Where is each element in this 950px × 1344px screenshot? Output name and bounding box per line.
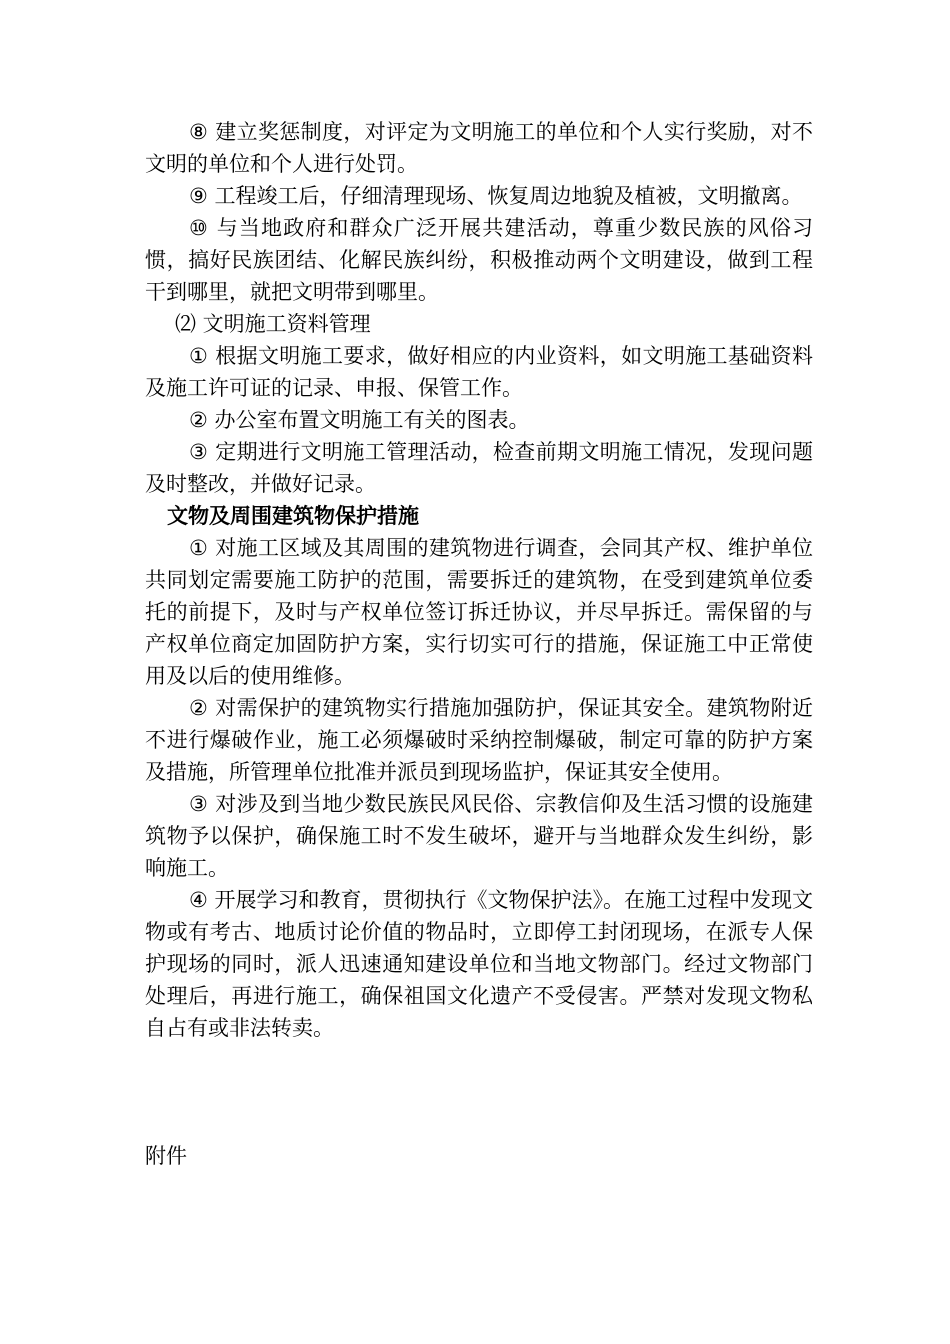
paragraph-protection-4: ④ 开展学习和教育，贯彻执行《文物保护法》。在施工过程中发现文物或有考古、地质讨论价值的物品时，立即停工封闭现场，在派专人保护现场的同时，派人迅速通知建设单位和当地文物部门。经过文物部门处理后，再进行施工，确保祖国文化遗产不受侵害。严禁对发现文物私自占有或非法转卖。 xyxy=(145,888,813,1040)
paragraph-records-3: ③ 定期进行文明施工管理活动，检查前期文明施工情况，发现问题及时整改，并做好记录。 xyxy=(145,440,813,496)
paragraph-item-9: ⑨ 工程竣工后，仔细清理现场、恢复周边地貌及植被，文明撤离。 xyxy=(189,184,803,208)
paragraph-records-1: ① 根据文明施工要求，做好相应的内业资料，如文明施工基础资料及施工许可证的记录、申报、保管工作。 xyxy=(145,344,813,400)
paragraph-item-10: ⑩ 与当地政府和群众广泛开展共建活动，尊重少数民族的风俗习惯，搞好民族团结、化解民族纠纷，积极推动两个文明建设，做到工程干到哪里，就把文明带到哪里。 xyxy=(145,216,813,304)
appendix-label: 附件 xyxy=(145,1144,187,1168)
document-body xyxy=(145,116,813,1172)
paragraph-protection-3: ③ 对涉及到当地少数民族民风民俗、宗教信仰及生活习惯的设施建筑物予以保护，确保施工时不发生破坏，避开与当地群众发生纠纷，影响施工。 xyxy=(145,792,813,880)
paragraph-protection-2: ② 对需保护的建筑物实行措施加强防护，保证其安全。建筑物附近不进行爆破作业，施工必须爆破时采纳控制爆破，制定可靠的防护方案及措施，所管理单位批准并派员到现场监护，保证其安全使用。 xyxy=(145,696,813,784)
section-heading: 文物及周围建筑物保护措施 xyxy=(167,504,419,528)
paragraph-item-8: ⑧ 建立奖惩制度，对评定为文明施工的单位和个人实行奖励，对不文明的单位和个人进行处罚。 xyxy=(145,120,813,176)
paragraph-records-2: ② 办公室布置文明施工有关的图表。 xyxy=(189,408,530,432)
paragraph-protection-1: ① 对施工区域及其周围的建筑物进行调查，会同其产权、维护单位共同划定需要施工防护的范围，需要拆迁的建筑物，在受到建筑单位委托的前提下，及时与产权单位签订拆迁协议，并尽早拆迁。需保留的与产权单位商定加固防护方案，实行切实可行的措施，保证施工中正常使用及以后的使用维修。 xyxy=(145,536,813,688)
subsection-title-records: ⑵ 文明施工资料管理 xyxy=(175,312,371,336)
